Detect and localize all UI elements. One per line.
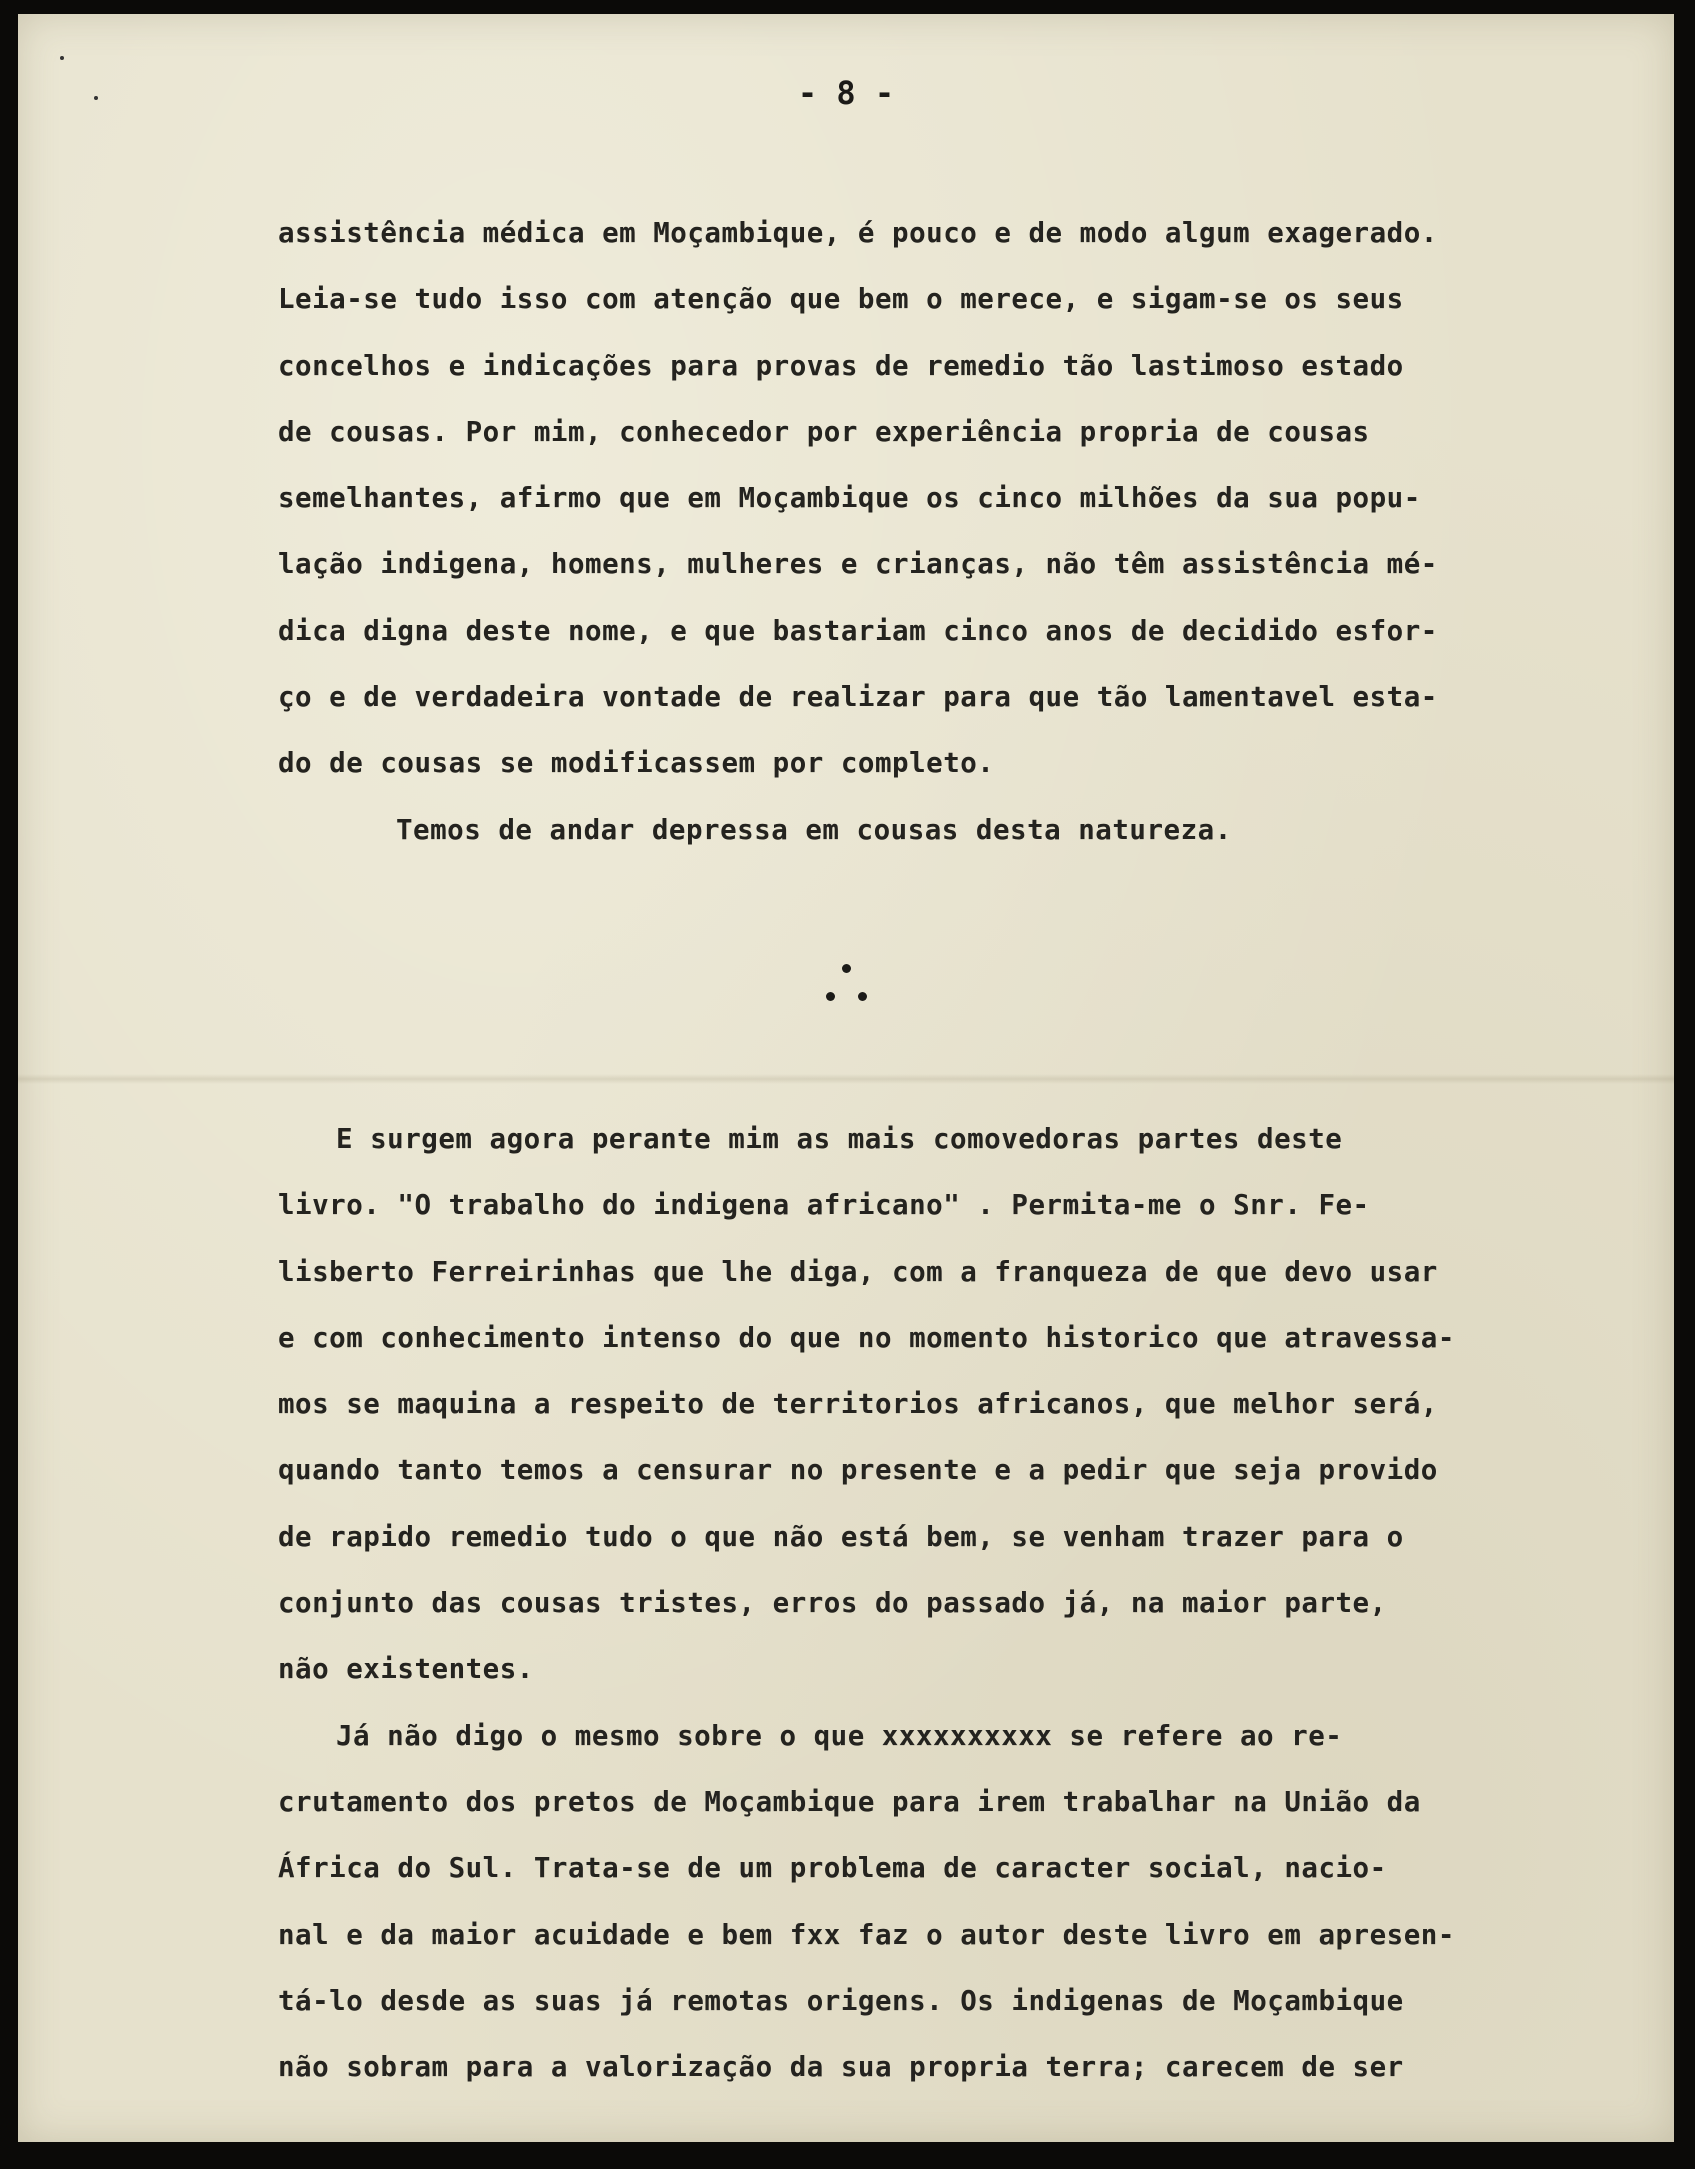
text-line: ço e de verdadeira vontade de realizar para que tão lamentavel esta- — [278, 681, 1438, 714]
text-line: do de cousas se modificassem por completo. — [278, 747, 995, 780]
text-line: mos se maquina a respeito de territorios africanos, que melhor será, — [278, 1388, 1438, 1421]
text-line: tá-lo desde as suas já remotas origens. Os indigenas de Moçambique — [278, 1984, 1404, 2017]
text-line: de cousas. Por mim, conhecedor por experiência propria de cousas — [278, 415, 1370, 448]
text-line: não existentes. — [278, 1653, 534, 1686]
asterism-dot — [826, 992, 835, 1001]
text-line: de rapido remedio tudo o que não está bem, se venham trazer para o — [278, 1520, 1404, 1553]
text-line: Leia-se tudo isso com atenção que bem o merece, e sigam-se os seus — [278, 283, 1404, 316]
text-line: assistência médica em Moçambique, é pouco e de modo algum exagerado. — [278, 217, 1438, 249]
text-line: concelhos e indicações para provas de remedio tão lastimoso estado — [278, 349, 1404, 382]
asterism-dot — [858, 992, 867, 1001]
paper-fold — [18, 1074, 1674, 1084]
section-break — [818, 964, 878, 1024]
text-block-upper — [278, 200, 1658, 863]
text-line: África do Sul. Trata-se de um problema de caracter social, nacio- — [278, 1852, 1387, 1885]
text-line: crutamento dos pretos de Moçambique para irem trabalhar na União da — [278, 1785, 1421, 1818]
text-line: lisberto Ferreirinhas que lhe diga, com a franqueza de que devo usar — [278, 1255, 1438, 1288]
text-line: conjunto das cousas tristes, erros do passado já, na maior parte, — [278, 1587, 1387, 1620]
text-line: Temos de andar depressa em cousas desta natureza. — [396, 813, 1232, 846]
page-number: - 8 - — [797, 74, 895, 112]
text-line: não sobram para a valorização da sua propria terra; carecem de ser — [278, 2051, 1404, 2084]
text-line: semelhantes, afirmo que em Moçambique os cinco milhões da sua popu- — [278, 482, 1421, 515]
text-line: lação indigena, homens, mulheres e crianças, não têm assistência mé- — [278, 548, 1438, 581]
document-page — [18, 14, 1674, 2142]
text-line: nal e da maior acuidade e bem fxx faz o autor deste livro em apresen- — [278, 1918, 1455, 1951]
text-line: E surgem agora perante mim as mais comovedoras partes deste — [336, 1123, 1343, 1155]
text-line: Já não digo o mesmo sobre o que xxxxxxxxxx se refere ao re- — [336, 1719, 1343, 1752]
asterism-dot — [842, 964, 851, 973]
text-line: livro. "O trabalho do indigena africano" . Permita-me o Snr. Fe- — [278, 1189, 1370, 1222]
text-line: quando tanto temos a censurar no presente e a pedir que seja provido — [278, 1454, 1438, 1487]
text-line: dica digna deste nome, e que bastariam cinco anos de decidido esfor- — [278, 614, 1438, 647]
text-line: e com conhecimento intenso do que no momento historico que atravessa- — [278, 1321, 1455, 1354]
ink-speck — [60, 56, 64, 60]
text-block-lower — [278, 1106, 1658, 2100]
